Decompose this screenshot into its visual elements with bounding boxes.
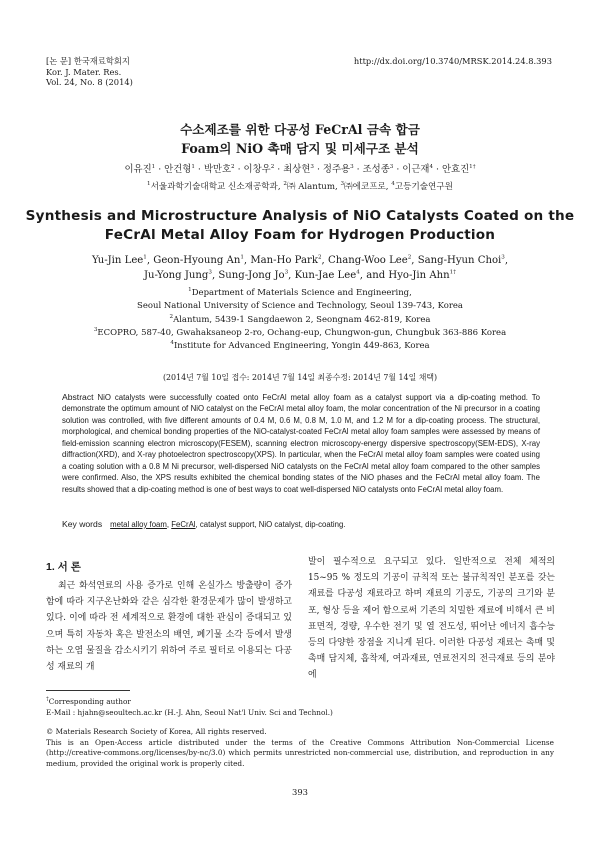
affiliation-kr: ㈜에코프로, xyxy=(344,182,389,192)
affil-text: Alantum, 5439-1 Sangdaewon 2, Seongnam 462-819, Korea xyxy=(173,314,431,325)
keyword-underlined: metal alloy foam xyxy=(110,520,167,529)
keywords xyxy=(62,519,540,529)
author-kr: 최상현 xyxy=(283,164,311,175)
and-word: and xyxy=(366,270,386,281)
license-notice: This is an Open-Access article distributed under the terms of the Creative Commons Attribution Non-Commercial License (http://creative-commons.org/licenses/by-nc/3.0) which permits unrestricted non-commercial use, distribution, and reproduction in any medium, provided the original work is properly cited. xyxy=(46,737,554,768)
english-title-line2: FeCrAl Metal Alloy Foam for Hydrogen Production xyxy=(104,227,496,243)
page-number: 393 xyxy=(292,787,308,797)
affil-sup: 3 xyxy=(93,327,98,334)
author-kr: 이유진 xyxy=(124,164,152,175)
author-sup: 1 xyxy=(151,163,156,170)
author-sup: 2 xyxy=(270,163,275,170)
affiliation-en xyxy=(0,314,600,327)
author-sup: 1 xyxy=(240,254,244,261)
license-footnote xyxy=(46,727,554,769)
author-kr: 정주용 xyxy=(322,164,351,175)
body-column-left: 최근 화석연료의 사용 증가로 인해 온실가스 방출량이 증가함에 따라 지구온난화와 같은 심각한 환경문제가 많이 발생하고 있다. 이에 따라 전 세계적으로 환경에 대한 관심이 증대되고 있으며 특히 자동차 혹은 발전소의 배연, 폐기물 소각 등에서 발생하는 오염 물질을 감소시키기 위하여 주로 필터로 이용되는 다공성 재료의 개 xyxy=(46,581,292,673)
authors-line2: Ju-Yong Jung$^3$, Sung-Jong Jo$^3$, Kun-Jae Lee$^4$, and Hyo-Jin Ahn$^{1\dagger}$ xyxy=(143,269,457,281)
affil-sup: 3 xyxy=(340,181,344,188)
section-heading: 1. 서 론 xyxy=(46,561,81,573)
authors-line1: Yu-Jin Lee$^1$, Geon-Hyoung An$^1$, Man-Ho Park$^2$, Chang-Woo Lee$^2$, Sang-Hyun Choi$^3$, xyxy=(91,254,509,266)
korean-title-line1: 수소제조를 위한 다공성 FeCrAl 금속 합금 xyxy=(180,122,420,137)
author-en: Hyo-Jin Ahn xyxy=(388,270,450,281)
affil-sup: 4 xyxy=(170,340,174,347)
author-sup: 3 xyxy=(501,254,505,261)
author-kr: 이근재 xyxy=(402,164,430,175)
affil-sup: 2 xyxy=(169,313,174,320)
affiliation-en xyxy=(0,300,600,313)
corresponding-author xyxy=(46,697,333,708)
journal-name-en: Kor. J. Mater. Res. xyxy=(46,66,122,77)
affil-text: Seoul National University of Science and Technology, Seoul 139-743, Korea xyxy=(137,301,463,312)
affil-text: Department of Materials Science and Engineering, xyxy=(191,288,412,298)
doi-link[interactable]: http://dx.doi.org/10.3740/MRSK.2014.24.8.393 xyxy=(353,56,552,66)
affil-sup: 1 xyxy=(188,287,192,294)
author-sup: 1† xyxy=(449,269,457,276)
author-en: Yu-Jin Lee xyxy=(91,255,144,266)
author-sup: 3 xyxy=(389,163,394,170)
affiliation-kr: 고등기술연구원 xyxy=(394,182,453,192)
author-en: Chang-Woo Lee xyxy=(327,255,408,266)
english-title xyxy=(0,207,600,245)
journal-header xyxy=(46,56,133,88)
english-title-line1: Synthesis and Microstructure Analysis of NiO Catalysts Coated on the xyxy=(25,208,575,224)
author-sup: 2 xyxy=(317,254,322,261)
affil-sup: 1 xyxy=(147,181,151,188)
author-sup: 4 xyxy=(356,269,360,276)
korean-authors: 이유진$^1$ · 안건형$^1$ · 박만호$^2$ · 이창우$^2$ · 최상현$^3$ · 정주용$^3$ · 조성종$^3$ · 이근재$^4$ · 안효진$^{1\dagger}$ xyxy=(124,163,476,175)
keyword-underlined: FeCrAl xyxy=(171,520,196,529)
author-en: Geon-Hyoung An xyxy=(153,255,241,266)
affil-sup: 4 xyxy=(391,181,395,188)
dagger-mark: † xyxy=(46,696,49,703)
abstract-label: Abstract xyxy=(62,392,94,402)
journal-volume: Vol. 24, No. 8 (2014) xyxy=(46,77,133,87)
corresponding-label: Corresponding author xyxy=(48,697,131,706)
author-sup: 1 xyxy=(143,254,147,261)
author-sup: 3 xyxy=(208,269,212,276)
author-sup: 1† xyxy=(469,163,476,170)
affiliation-en xyxy=(0,327,600,340)
author-kr: 안건형 xyxy=(164,164,192,175)
author-kr: 조성종 xyxy=(362,164,390,175)
abstract xyxy=(62,392,540,495)
author-sup: 2 xyxy=(231,163,235,170)
author-en: Ju-Yong Jung xyxy=(143,270,209,281)
corresponding-footnote xyxy=(46,697,333,718)
abstract-text: NiO catalysts were successfully coated onto FeCrAl metal alloy foam as a catalyst support via a dip-coating method. To demonstrate the optimum amount of NiO catalyst on the FeCrAl metal alloy foam, the molar concentration of the Ni precursor in a coating solution was controlled, with five different amounts of 0.4 M, 0.6 M, 0.8 M, 1.0 M, and 1.2 M for a dip-coating process. The structural, morphological, and chemical bonding properties of the NiO-catalyst-coated FeCrAl metal alloy foam samples were assessed by means of field-emission scanning electron microscopy(FESEM), scanning electron microscopy-energy dispersive spectroscopy(SEM-EDS), X-ray diffraction(XRD), and X-ray photoelectron spectroscopy(XPS). In particular, when the FeCrAl metal alloy foam samples were coated using a coating solution with a 0.8 M Ni precursor, well-dispersed NiO catalysts on the FeCrAl metal alloy foam compared to the other samples were confirmed. Also, the XPS results exhibited the chemical bonding states of the NiO phases and the FeCrAl metal alloy foam. The results showed that a dip-coating method is one of best ways to coat well-dispersed NiO catalysts onto FeCrAl metal alloy foam. xyxy=(62,393,540,494)
copyright-notice: © Materials Research Society of Korea, All rights reserved. xyxy=(46,727,267,736)
korean-affiliations xyxy=(0,180,600,192)
affiliation-en xyxy=(0,287,600,300)
author-kr: 이창우 xyxy=(243,164,271,175)
author-sup: 3 xyxy=(350,163,354,170)
affiliation-en xyxy=(0,340,600,353)
author-kr: 안효진 xyxy=(441,164,470,175)
keywords-rest: , catalyst support, NiO catalyst, dip-coating. xyxy=(195,520,346,529)
korean-title-line2: Foam의 NiO 촉매 담지 및 미세구조 분석 xyxy=(181,141,419,156)
author-en: Man-Ho Park xyxy=(250,255,318,266)
author-kr: 박만호 xyxy=(203,164,232,175)
received-dates: (2014년 7월 10일 접수: 2014년 7월 14일 최종수정: 2014년 7월 14일 채택) xyxy=(162,373,438,382)
author-sup: 3 xyxy=(284,269,289,276)
footnote-rule xyxy=(46,690,130,691)
author-sup: 4 xyxy=(429,163,434,170)
english-affiliations xyxy=(0,287,600,353)
affil-text: ECOPRO, 587-40, Gwahaksaneop 2-ro, Ochang-eup, Chungwon-gun, Chungbuk 363-886 Korea xyxy=(97,327,507,338)
corresponding-email: E-Mail : hjahn@seoultech.ac.kr (H.-J. Ahn, Seoul Nat'l Univ. Sci and Technol.) xyxy=(46,707,333,717)
body-column-right: 발이 필수적으로 요구되고 있다. 일반적으로 전체 체적의 15~95 % 정도의 기공이 규칙적 또는 불규칙적인 분포를 갖는 재료를 다공성 재료라고 하며 재료의 기공도, 기공의 크기와 분포, 형상 등을 제어 함으로써 기존의 치밀한 재료에 비해서 큰 비표면적, 경량, 우수한 전기 및 열 전도성, 뛰어난 에너지 흡수능 등의 다양한 장점을 지니게 된다. 이러한 다공성 재료는 촉매 및 촉매 담지체, 흡착제, 여과재료, 연료전지의 전극재료 등의 분야에 xyxy=(308,557,555,681)
keywords-label: Key words xyxy=(62,519,103,529)
affiliation-kr: 서울과학기술대학교 신소재공학과, xyxy=(150,182,281,192)
author-en: Sung-Jong Jo xyxy=(218,270,285,281)
author-sup: 3 xyxy=(310,163,314,170)
author-sup: 1 xyxy=(191,163,195,170)
keyword-sep: , xyxy=(166,520,172,529)
affil-sup: 2 xyxy=(283,181,287,188)
english-authors xyxy=(0,253,600,283)
author-en: Kun-Jae Lee xyxy=(294,270,357,281)
korean-title xyxy=(0,120,600,158)
author-sup: 2 xyxy=(407,254,412,261)
author-en: Sang-Hyun Choi xyxy=(417,255,502,266)
affiliation-kr: ㈜ Alantum, xyxy=(286,182,338,192)
affil-text: Institute for Advanced Engineering, Yongin 449-863, Korea xyxy=(173,341,430,352)
journal-name-kr: [논 문] 한국재료학회지 xyxy=(46,56,130,66)
